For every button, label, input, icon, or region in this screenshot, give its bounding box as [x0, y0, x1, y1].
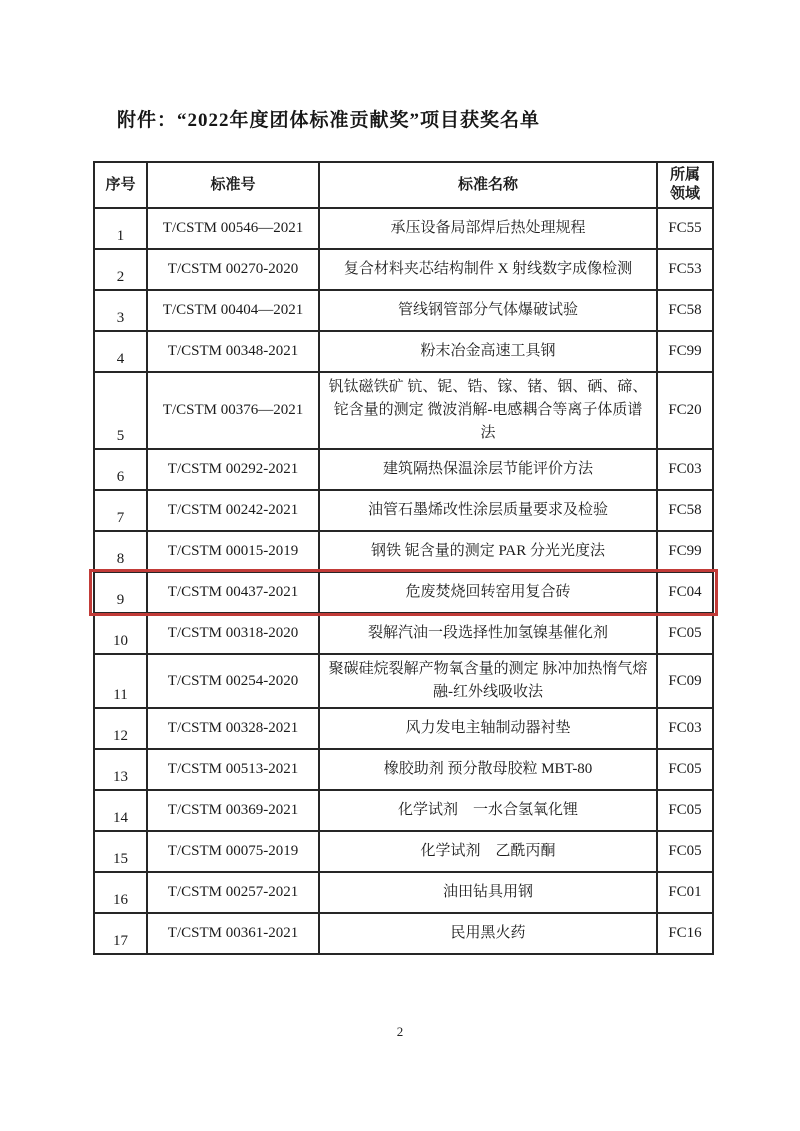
row-index-cell: 14	[94, 790, 147, 831]
standard-no-cell: T/CSTM 00318-2020	[147, 613, 319, 654]
table-row	[94, 372, 713, 449]
page-number: 2	[396, 1024, 404, 1039]
field-cell: FC58	[657, 490, 713, 531]
standard-no-cell: T/CSTM 00242-2021	[147, 490, 319, 531]
table-row	[94, 249, 713, 290]
field-cell: FC05	[657, 790, 713, 831]
row-index-cell: 5	[94, 372, 147, 449]
field-cell: FC58	[657, 290, 713, 331]
table-row	[94, 831, 713, 872]
table-header	[94, 162, 713, 208]
row-index-cell: 4	[94, 331, 147, 372]
standard-no-cell: T/CSTM 00015-2019	[147, 531, 319, 572]
standard-name-cell: 钒钛磁铁矿 钪、铌、锆、镓、锗、铟、硒、碲、铊含量的测定 微波消解-电感耦合等离子体质谱法	[319, 372, 657, 449]
col-header-standard-name: 标准名称	[319, 162, 657, 208]
table-row	[94, 572, 713, 613]
table-body	[94, 208, 713, 954]
standard-no-cell: T/CSTM 00257-2021	[147, 872, 319, 913]
standard-name-cell: 危废焚烧回转窑用复合砖	[319, 572, 657, 613]
col-header-index: 序号	[94, 162, 147, 208]
table-row	[94, 749, 713, 790]
header-row	[94, 162, 713, 208]
row-index-cell: 2	[94, 249, 147, 290]
standard-name-cell: 承压设备局部焊后热处理规程	[319, 208, 657, 249]
standard-no-cell: T/CSTM 00270-2020	[147, 249, 319, 290]
row-index-cell: 13	[94, 749, 147, 790]
field-cell: FC05	[657, 749, 713, 790]
field-cell: FC55	[657, 208, 713, 249]
standard-no-cell: T/CSTM 00075-2019	[147, 831, 319, 872]
row-index-cell: 3	[94, 290, 147, 331]
standard-name-cell: 粉末冶金高速工具钢	[319, 331, 657, 372]
standard-name-cell: 建筑隔热保温涂层节能评价方法	[319, 449, 657, 490]
field-cell: FC99	[657, 331, 713, 372]
row-index-cell: 8	[94, 531, 147, 572]
table-row	[94, 208, 713, 249]
standard-no-cell: T/CSTM 00376—2021	[147, 372, 319, 449]
field-cell: FC05	[657, 613, 713, 654]
table-row	[94, 790, 713, 831]
row-index-cell: 16	[94, 872, 147, 913]
standard-name-cell: 钢铁 铌含量的测定 PAR 分光光度法	[319, 531, 657, 572]
standard-no-cell: T/CSTM 00404—2021	[147, 290, 319, 331]
standard-no-cell: T/CSTM 00513-2021	[147, 749, 319, 790]
table-row	[94, 872, 713, 913]
col-header-standard-no: 标准号	[147, 162, 319, 208]
table-row	[94, 654, 713, 708]
field-cell: FC16	[657, 913, 713, 954]
standard-no-cell: T/CSTM 00546—2021	[147, 208, 319, 249]
row-index-cell: 7	[94, 490, 147, 531]
standard-name-cell: 复合材料夹芯结构制件 X 射线数字成像检测	[319, 249, 657, 290]
row-index-cell: 17	[94, 913, 147, 954]
standard-name-cell: 管线钢管部分气体爆破试验	[319, 290, 657, 331]
row-index-cell: 1	[94, 208, 147, 249]
standard-name-cell: 风力发电主轴制动器衬垫	[319, 708, 657, 749]
col-header-field-line1: 所属	[669, 167, 700, 183]
table-row	[94, 490, 713, 531]
standard-no-cell: T/CSTM 00254-2020	[147, 654, 319, 708]
table-row	[94, 708, 713, 749]
standard-name-cell: 化学试剂 一水合氢氧化锂	[319, 790, 657, 831]
row-index-cell: 12	[94, 708, 147, 749]
row-index-cell: 10	[94, 613, 147, 654]
standard-no-cell: T/CSTM 00361-2021	[147, 913, 319, 954]
standard-no-cell: T/CSTM 00292-2021	[147, 449, 319, 490]
field-cell: FC99	[657, 531, 713, 572]
field-cell: FC05	[657, 831, 713, 872]
table-row	[94, 449, 713, 490]
row-index-cell: 6	[94, 449, 147, 490]
standard-no-cell: T/CSTM 00328-2021	[147, 708, 319, 749]
standard-no-cell: T/CSTM 00369-2021	[147, 790, 319, 831]
standard-name-cell: 民用黑火药	[319, 913, 657, 954]
standard-name-cell: 裂解汽油一段选择性加氢镍基催化剂	[319, 613, 657, 654]
standard-no-cell: T/CSTM 00348-2021	[147, 331, 319, 372]
attachment-title: 附件：“2022年度团体标准贡献奖”项目获奖名单	[117, 110, 541, 131]
standard-name-cell: 橡胶助剂 预分散母胶粒 MBT-80	[319, 749, 657, 790]
field-cell: FC03	[657, 708, 713, 749]
table-row	[94, 331, 713, 372]
field-cell: FC04	[657, 572, 713, 613]
table-row	[94, 290, 713, 331]
table-row	[94, 913, 713, 954]
field-cell: FC09	[657, 654, 713, 708]
standard-name-cell: 油管石墨烯改性涂层质量要求及检验	[319, 490, 657, 531]
col-header-field	[657, 162, 713, 208]
field-cell: FC53	[657, 249, 713, 290]
field-cell: FC01	[657, 872, 713, 913]
table-row	[94, 531, 713, 572]
standard-name-cell: 聚碳硅烷裂解产物氧含量的测定 脉冲加热惰气熔融-红外线吸收法	[319, 654, 657, 708]
field-cell: FC20	[657, 372, 713, 449]
table-row	[94, 613, 713, 654]
row-index-cell: 9	[94, 572, 147, 613]
field-cell: FC03	[657, 449, 713, 490]
standard-name-cell: 化学试剂 乙酰丙酮	[319, 831, 657, 872]
col-header-field-line2: 领域	[669, 186, 700, 202]
row-index-cell: 11	[94, 654, 147, 708]
standard-name-cell: 油田钻具用钢	[319, 872, 657, 913]
awards-table	[93, 161, 714, 955]
row-index-cell: 15	[94, 831, 147, 872]
standard-no-cell: T/CSTM 00437-2021	[147, 572, 319, 613]
